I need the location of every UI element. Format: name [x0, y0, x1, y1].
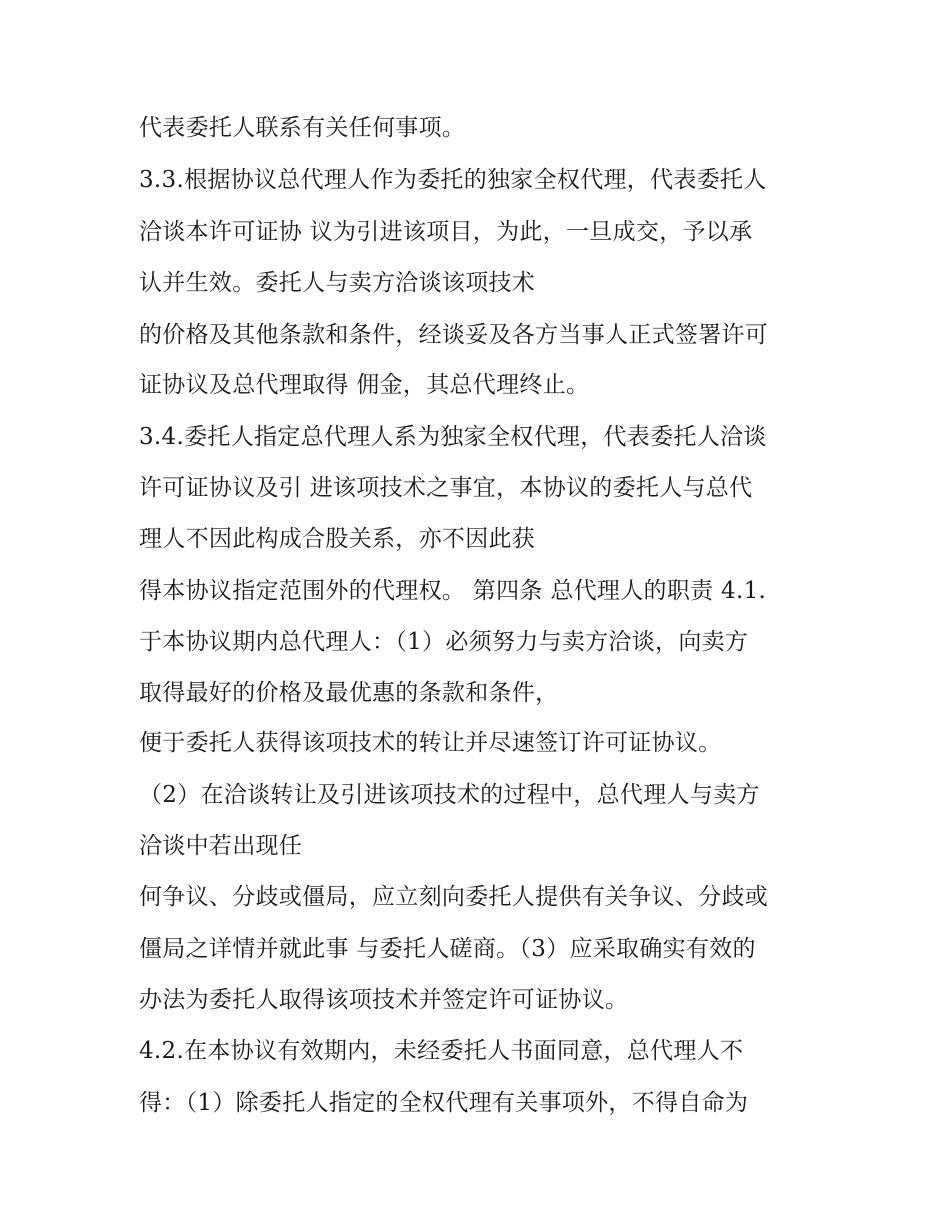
text-line: 得：（1）除委托人指定的全权代理有关事项外，不得自命为 — [139, 1090, 749, 1116]
text-line: 于本协议期内总代理人：（1）必须努力与卖方洽谈，向卖方 — [139, 629, 749, 655]
text-line: 4.2.在本协议有效期内，未经委托人书面同意，总代理人不 — [139, 1038, 744, 1064]
text-line: 得本协议指定范围外的代理权。 第四条 总代理人的职责 4.1. — [139, 578, 767, 604]
text-line: 的价格及其他条款和条件，经谈妥及各方当事人正式签署许可 — [139, 322, 769, 348]
text-line: 便于委托人获得该项技术的转让并尽速签订许可证协议。 — [139, 730, 722, 756]
text-line: 认并生效。委托人与卖方洽谈该项技术 — [139, 270, 536, 296]
text-line: 3.4.委托人指定总代理人系为独家全权代理，代表委托人洽谈 — [139, 424, 767, 450]
text-line: 证协议及总代理取得 佣金，其总代理终止。 — [139, 372, 590, 398]
text-line: （2）在洽谈转让及引进该项技术的过程中，总代理人与卖方 — [139, 782, 760, 808]
text-line: 洽谈中若出现任 — [139, 833, 303, 859]
text-line: 3.3.根据协议总代理人作为委托的独家全权代理，代表委托人 — [139, 167, 767, 193]
text-line: 理人不因此构成合股关系，亦不因此获 — [139, 526, 536, 552]
text-line: 僵局之详情并就此事 与委托人磋商。（3）应采取确实有效的 — [139, 936, 756, 962]
text-line: 何争议、分歧或僵局，应立刻向委托人提供有关争议、分歧或 — [139, 884, 769, 910]
text-line: 代表委托人联系有关任何事项。 — [139, 115, 466, 141]
text-line: 办法为委托人取得该项技术并签定许可证协议。 — [139, 987, 629, 1013]
text-line: 许可证协议及引 进该项技术之事宜，本协议的委托人与总代 — [139, 475, 753, 501]
text-line: 取得最好的价格及最优惠的条款和条件， — [139, 680, 559, 706]
text-line: 洽谈本许可证协 议为引进该项目，为此，一旦成交，予以承 — [139, 219, 753, 245]
